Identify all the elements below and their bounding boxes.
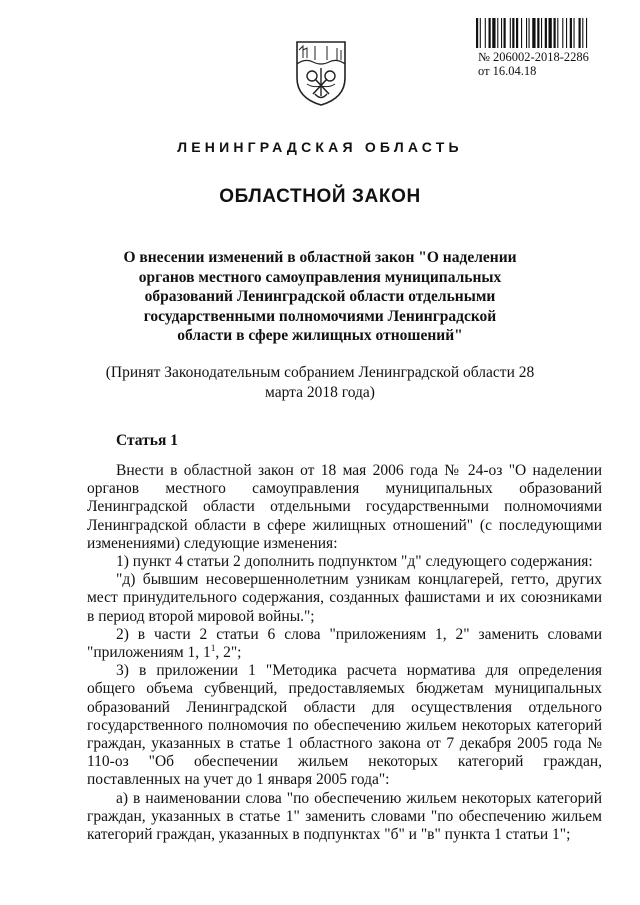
registration-number: № 206002-2018-2286 xyxy=(478,50,589,64)
paragraph-item-2-prefix: 2) в части 2 статьи 6 слова "приложениям 1, 2" заменить словами "приложениям 1, 1 xyxy=(87,625,602,662)
adoption-note: (Принят Законодательным собранием Ленинградской области 28 марта 2018 года) xyxy=(105,364,535,401)
law-title: О внесении изменений в областной закон "О наделении органов местного самоуправления муниципальных образований Ленинградской области отдельными государственными полномочиями Ленинградской области в сфере жилищных отношений" xyxy=(123,249,517,345)
paragraph-item-2 xyxy=(87,626,602,662)
paragraph-item-1-text: "д) бывшим несовершеннолетним узникам концлагерей, гетто, других мест принудительного содержания, созданных фашистами и их союзниками в период второй мировой войны."; xyxy=(87,571,602,625)
coat-of-arms-emblem xyxy=(293,38,349,108)
paragraph-item-3: 3) в приложении 1 "Методика расчета норматива для определения общего объема субвенций, предоставляемых бюджетам муниципальных образований Ленинградской области для осуществления отдельного государственного полномочия по обеспечению жильем некоторых категорий граждан, указанных в статье 1 областного закона от 7 декабря 2005 года № 110-оз "Об обеспечении жильем некоторых категорий граждан, поставленных на учет до 1 января 2005 года": xyxy=(87,662,602,789)
paragraph-item-2-suffix: , 2"; xyxy=(215,644,242,662)
article-heading: Статья 1 xyxy=(116,432,178,449)
superscript: 1 xyxy=(210,642,216,653)
paragraph-intro: Внести в областной закон от 18 мая 2006 года № 24-оз "О наделении органов местного самоуправления муниципальных образований Ленинградской области отдельными государственными полномочиями Ленинградской области в сфере жилищных отношений" (с последующими изменениями) следующие изменения: xyxy=(87,462,602,552)
barcode xyxy=(476,18,624,48)
paragraph-item-3a: а) в наименовании слова "по обеспечению жильем некоторых категорий граждан, указанных в статье 1" заменить словами "по обеспечению жильем категорий граждан, указанных в подпунктах "б" и "в" пункта 1 статьи 1"; xyxy=(87,789,602,844)
registration-date: от 16.04.18 xyxy=(478,64,537,78)
region-title: ЛЕНИНГРАДСКАЯ ОБЛАСТЬ xyxy=(177,139,463,155)
document-type-heading: ОБЛАСТНОЙ ЗАКОН xyxy=(219,186,421,207)
article-body xyxy=(87,462,602,844)
paragraph-item-1: 1) пункт 4 статьи 2 дополнить подпунктом "д" следующего содержания: xyxy=(116,553,593,571)
